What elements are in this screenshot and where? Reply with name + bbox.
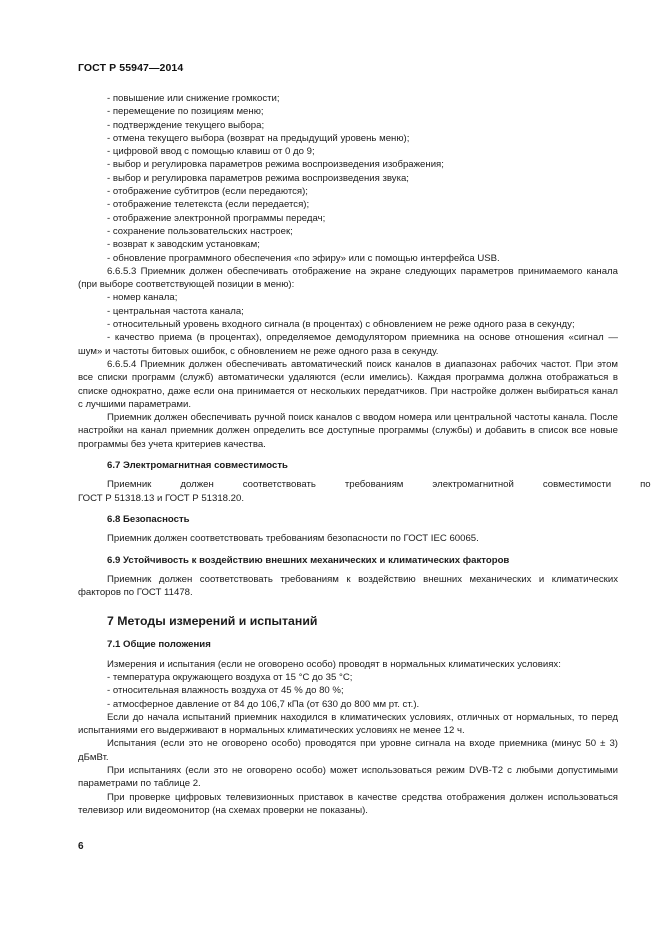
word: требованиям <box>344 479 404 491</box>
word: должен <box>180 479 214 491</box>
section-heading-6-7: 6.7 Электромагнитная совместимость <box>107 460 288 472</box>
word: Приемник <box>107 479 152 491</box>
list-item: - цифровой ввод с помощью клавиш от 0 до 9; <box>107 146 315 158</box>
list-item: - отображение электронной программы передач; <box>107 212 326 224</box>
paragraph-6-7-line1 <box>78 478 651 491</box>
list-item: - относительная влажность воздуха от 45 % до 80 %; <box>107 685 344 697</box>
paragraph-7-1-display: При проверке цифровых телевизионных приставок в качестве средства отображения должен использоваться телевизор или видеомонитор (на схемах проверки не показаны). <box>78 791 618 816</box>
word: совместимости <box>542 479 612 491</box>
paragraph-6-8: Приемник должен соответствовать требованиям безопасности по ГОСТ IEC 60065. <box>107 533 479 545</box>
section-heading-6-9: 6.9 Устойчивость к воздействию внешних механических и климатических факторов <box>107 554 510 566</box>
paragraph-6-6-5-4: 6.6.5.4 Приемник должен обеспечивать автоматический поиск каналов в диапазонах рабочих частот. При этом все списки программ (служб) автоматически удаляются (если имелись). Каждая программа должна отображаться в списке однократно, даже если она принимается от нескольких передатчиков. При настройке должен выбираться канал с лучшими параметрами. <box>78 358 618 410</box>
list-item: - обновление программного обеспечения «по эфиру» или с помощью интерфейса USB. <box>107 252 500 264</box>
section-heading-6-8: 6.8 Безопасность <box>107 513 190 525</box>
list-item: - отмена текущего выбора (возврат на предыдущий уровень меню); <box>107 132 410 144</box>
paragraph-7-1-dvb-t2: При испытаниях (если это не оговорено особо) может использоваться режим DVB-T2 с любыми допустимыми параметрами по таблице 2. <box>78 765 618 790</box>
word: соответствовать <box>242 479 316 491</box>
paragraph-7-1-conditioning: Если до начала испытаний приемник находился в климатических условиях, отличных от нормальных, то перед испытаниями его выдерживают в нормальных климатических условиях не менее 12 ч. <box>78 711 618 737</box>
list-item: - выбор и регулировка параметров режима воспроизведения изображения; <box>107 159 444 171</box>
list-item: - температура окружающего воздуха от 15 °С до 35 °С; <box>107 671 353 683</box>
list-item: - возврат к заводским установкам; <box>107 239 260 251</box>
list-item: - номер канала; <box>107 292 178 304</box>
list-item-signal-level: - относительный уровень входного сигнала (в процентах) с обновлением не реже одного раза в секунду; <box>107 319 575 331</box>
paragraph-7-1-intro: Измерения и испытания (если не оговорено особо) проводят в нормальных климатических условиях: <box>107 658 561 670</box>
list-item-reception-quality: - качество приема (в процентах), определяемое демодулятором приемника на основе отношения «сигнал — шум» и частоты битовых ошибок, с обновлением не реже одного раза в секунду. <box>78 332 618 357</box>
list-item: - сохранение пользовательских настроек; <box>107 225 293 237</box>
list-item: - повышение или снижение громкости; <box>107 93 280 104</box>
paragraph-6-6-5-3: 6.6.5.3 Приемник должен обеспечивать отображение на экране следующих параметров принимаемого канала (при выборе соответствующей позиции в меню): <box>78 265 618 291</box>
list-item: - выбор и регулировка параметров режима воспроизведения звука; <box>107 172 409 184</box>
word: электромагнитной <box>432 479 514 491</box>
list-item: - атмосферное давление от 84 до 106,7 кПа (от 630 до 800 мм рт. ст.). <box>107 698 420 710</box>
paragraph-6-7-line2: ГОСТ Р 51318.13 и ГОСТ Р 51318.20. <box>78 492 245 504</box>
paragraph-6-9: Приемник должен соответствовать требованиям к воздействию внешних механических и климатических факторов по ГОСТ 11478. <box>78 573 618 599</box>
page-number: 6 <box>78 841 84 852</box>
standard-header: ГОСТ Р 55947—2014 <box>78 62 184 74</box>
list-item: - подтверждение текущего выбора; <box>107 119 265 131</box>
word: по <box>640 479 651 491</box>
paragraph-7-1-signal-level: Испытания (если это не оговорено особо) проводятся при уровне сигнала на входе приемника (минус 50 ± 3) дБмВт. <box>78 738 618 763</box>
section-heading-7-1: 7.1 Общие положения <box>107 639 211 651</box>
list-item: - перемещение по позициям меню; <box>107 106 264 118</box>
list-item: - центральная частота канала; <box>107 305 244 317</box>
list-item: - отображение телетекста (если передается); <box>107 199 310 211</box>
paragraph-manual-search: Приемник должен обеспечивать ручной поиск каналов с вводом номера или центральной частоты канала. После настройки на канал приемник должен определить все доступные программы (службы) и добавить в список все новые программы без учета критериев качества. <box>78 412 618 450</box>
list-item: - отображение субтитров (если передаются); <box>107 186 308 198</box>
page-content <box>78 92 651 817</box>
section-heading-7: 7 Методы измерений и испытаний <box>107 614 318 629</box>
